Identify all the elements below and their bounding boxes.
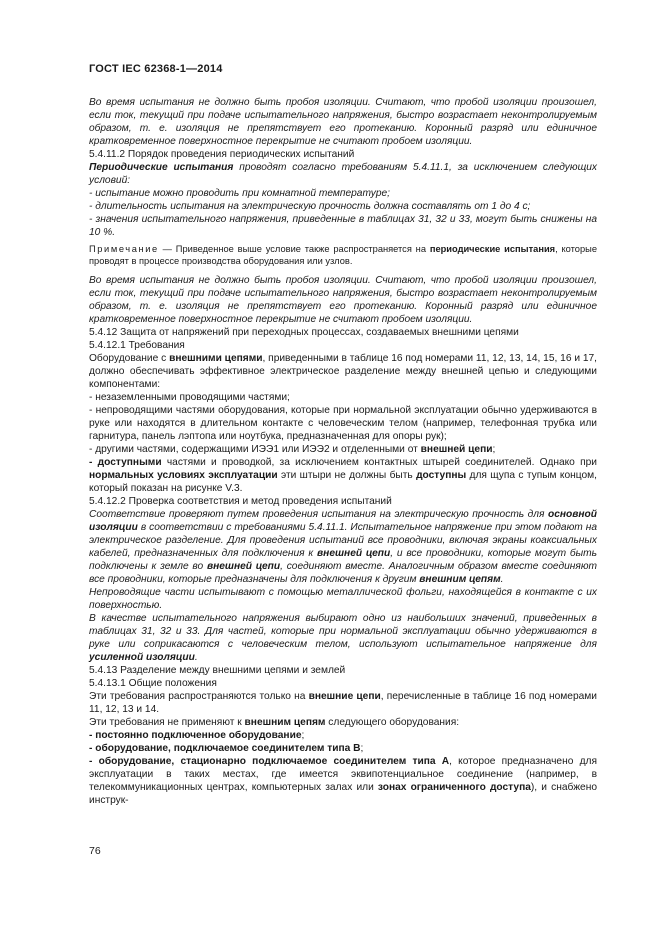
list-text: ; [360,743,364,755]
note-label: Примечание [89,244,159,254]
paragraph-text: в соответствии с требованиями 5.4.11.1. Испытательное напряжение при этом подают на электрическое разделение. Для проведения испытаний все проводники, включая экраны коаксиальных кабелей, предназначенных для подключения к [89,522,597,560]
note-term: периодические испытания [429,244,556,254]
spacer [89,267,597,274]
list-item: - непроводящими частями оборудования, которые при нормальной эксплуатации обычно удерживаются в руке или находятся в длительном контакте с человеческим телом (например, телефонная трубка или гарнитура, панель лэптопа или ноутбука, предназначенная для опоры рук); [89,405,597,443]
term-stationary-pluggable-a: - оборудование, стационарно подключаемое соединителем типа А [89,756,450,768]
paragraph-text: следующего оборудования: [325,717,460,729]
paragraph-text: проводят согласно требованиям 5.4.11.1, за исключением следующих условий: [89,162,597,186]
paragraph-exclusions [89,716,597,729]
paragraph-text: Эти требования распространяются только на [89,691,309,703]
term-external-circuits: внешним цепям [244,717,326,729]
paragraph-text: , соединяют вместе. Аналогичным образом вместе соединяют все проводники, которые предназначены для подключения к другим [89,561,597,586]
note-text: , которые проводят в процессе производства оборудования или узлов. [89,244,597,267]
list-text: - другими частями, содержащими ИЭЭ1 или ИЭЭ2 и отделенными от [89,444,421,456]
page-number: 76 [89,845,101,857]
page-body [89,96,597,807]
list-item: - незаземленными проводящими частями; [89,392,290,404]
paragraph-test-voltage [89,612,597,664]
section-heading-5-4-12: 5.4.12 Защита от напряжений при переходных процессах, создаваемых внешними цепями [89,327,519,339]
term-external-circuits: внешним цепям [419,574,501,586]
paragraph-text: , перечисленные в таблице 16 под номерами 11, 12, 13 и 14. [89,691,597,716]
paragraph-text: Оборудование с [89,353,170,365]
section-heading-5-4-12-2: 5.4.12.2 Проверка соответствия и метод проведения испытаний [89,496,392,508]
term-pluggable-b: - оборудование, подключаемое соединителем типа В [89,743,361,755]
paragraph-text: . [194,652,198,664]
term-permanently-connected: - постоянно подключенное оборудование [89,730,302,742]
list-item [89,729,597,742]
note-text: — Приведенное выше условие также распространяется на [158,244,430,254]
paragraph-text: Эти требования не применяют к [89,717,245,729]
paragraph-text: , приведенными в таблице 16 под номерами 11, 12, 13, 14, 15, 16 и 17, должно обеспечивать эффективное электрическое разделение между внешней цепью и следующими компонентами: [89,353,598,391]
list-text: , которое предназначено для эксплуатации в таких местах, где имеется эквипотенциальное соединение (например, в телекоммуникационных центрах, компьютерных залах или [89,756,597,794]
section-heading-5-4-13: 5.4.13 Разделение между внешними цепями и землей [89,665,346,677]
list-text: частями и проводкой, за исключением контактных штырей соединителей. Однако при [161,457,597,469]
section-heading-5-4-12-1: 5.4.12.1 Требования [89,340,185,352]
term-external-circuit: внешней цепи [206,561,281,573]
note-paragraph [89,243,597,267]
term-external-circuits: внешние цепи [308,691,381,703]
paragraph-text: , и все проводники, которые могут быть подключены к земле во [89,548,598,573]
list-item: - значения испытательного напряжения, приведенные в таблицах 31, 32 и 33, могут быть снижены на 10 %. [89,214,597,238]
list-text: ; [492,444,496,456]
list-item: - длительность испытания на электрическую прочность должна составлять от 1 до 4 с; [89,201,531,212]
paragraph-text: Соответствие проверяют путем проведения испытания на электрическую прочность для [89,509,548,521]
paragraph-breakdown-2: Во время испытания не должно быть пробоя изоляции. Считают, что пробой изоляции произошел, если ток, текущий при подаче испытательного напряжения, быстро возрастает неконтролируемым образом, т. е. изоляция не препятствует его протеканию. Коронный разряд или единичное кратковременное поверхностное перекрытие не считают пробоем изоляции. [89,275,597,326]
list-text: ), и снабжено инструк- [89,782,597,807]
term-external-circuits: внешними цепями [169,353,263,365]
document-header: ГОСТ IEC 62368-1—2014 [89,63,223,75]
paragraph-text: . [500,574,504,586]
term-external-circuit: внешней цепи [420,444,493,456]
term-restricted-access: зонах ограниченного доступа [377,782,531,794]
paragraph-text: В качестве испытательного напряжения выбирают одно из наибольших значений, приведенных в таблицах 31, 32 и 33. Для частей, которые при нормальной эксплуатации обычно удерживаются в руке или соприкасаются с человеческим телом, используют испытательное напряжение для [89,613,597,651]
paragraph-nonconductive: Непроводящие части испытывают с помощью металлической фольги, находящейся в контакте с их поверхностью. [89,587,597,612]
paragraph-scope [89,690,597,716]
list-item [89,456,597,495]
term-accessible: - доступными [89,457,162,469]
term-external-circuit: внешней цепи [317,548,391,560]
list-item [89,755,597,807]
paragraph-periodic-tests [89,161,597,187]
list-text: для щупа с тупым концом, который показан на рисунке V.3. [89,470,597,495]
section-heading-5-4-13-1: 5.4.13.1 Общие положения [89,678,217,690]
term-reinforced-insulation: усиленной изоляции [89,652,195,664]
term-accessible-2: доступны [416,470,467,482]
list-item [89,742,597,755]
paragraph-compliance [89,508,597,586]
term-periodic-tests: Периодические испытания [89,162,234,173]
paragraph-requirements [89,352,597,391]
section-heading-5-4-11-2: 5.4.11.2 Порядок проведения периодических испытаний [89,149,355,160]
list-text: эти штыри не должны быть [277,470,417,482]
list-item: - испытание можно проводить при комнатной температуре; [89,188,390,199]
term-normal-conditions: нормальных условиях эксплуатации [89,470,278,482]
term-basic-insulation: основной изоляции [89,509,597,534]
list-text: ; [301,730,305,742]
paragraph-breakdown-1: Во время испытания не должно быть пробоя изоляции. Считают, что пробой изоляции произошел, если ток, текущий при подаче испытательного напряжения, быстро возрастает неконтролируемым образом, т. е. изоляция не препятствует его протеканию. Коронный разряд или единичное кратковременное поверхностное перекрытие не считают пробоем изоляции. [89,97,597,147]
list-item [89,443,597,456]
